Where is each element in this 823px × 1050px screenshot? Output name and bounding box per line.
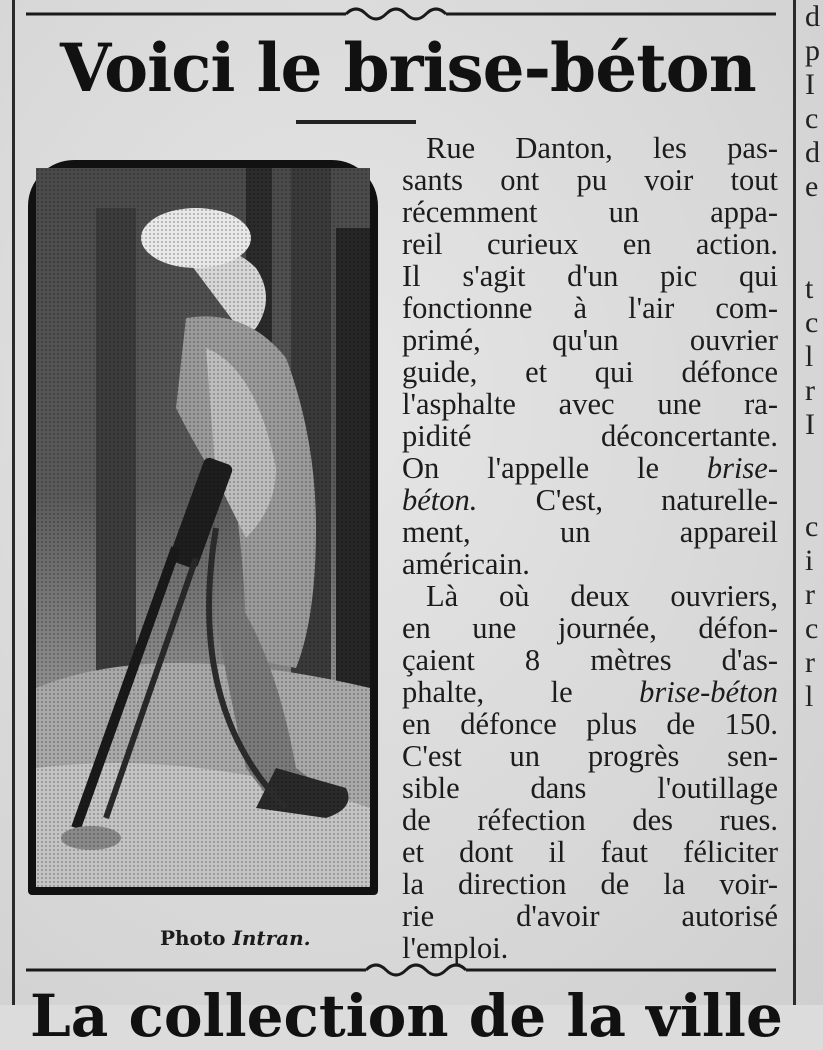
article-line: l'asphalte avec une ra- [402,387,778,421]
article-line: Là où deux ouvriers, [426,579,778,613]
article-line: et dont il faut féliciter [402,835,778,869]
article-line: Il s'agit d'un pic qui [402,259,778,293]
article-line: américain. [402,547,530,581]
article-line: ment, un appareil [402,515,778,549]
article-headline: Voici le brise-béton [60,29,756,107]
fragment-letter: I [805,408,815,441]
right-column-rule [793,0,796,1005]
article-line: rie d'avoir autorisé [402,899,778,933]
left-column-rule [12,0,15,1005]
fragment-letter: d [805,136,820,169]
article-line: récemment un appa- [402,195,778,229]
adjacent-column-fragments [805,0,823,1005]
article-line: sible dans l'outillage [402,771,778,805]
photo-caption [160,926,311,950]
next-headline-text: La collection de la ville [30,982,783,1050]
article-line: Rue Danton, les pas- [426,131,778,165]
article-line: pidité déconcertante. [402,419,778,453]
bottom-wavy-separator [26,958,776,982]
fragment-letter: c [805,612,819,645]
article-line: de réfection des rues. [402,803,778,837]
fragment-letter: r [805,374,815,407]
article-line: en une journée, défon- [402,611,778,645]
article-line: sants ont pu voir tout [402,163,778,197]
headline-rule [296,120,416,124]
article-body [402,132,778,964]
fragment-letter: l [805,340,814,373]
article-line: phalte, le brise-béton [402,675,778,709]
fragment-letter: c [805,102,819,135]
article-line: primé, qu'un ouvrier [402,323,778,357]
article-line: çaient 8 mètres d'as- [402,643,778,677]
fragment-letter: t [805,272,814,305]
fragment-letter [805,238,823,272]
fragment-letter: e [805,170,819,203]
fragment-letter: d [805,0,820,33]
next-headline-partial [30,982,790,1050]
fragment-letter: c [805,510,819,543]
caption-prefix: Photo [160,926,226,950]
fragment-letter: I [805,68,815,101]
news-photo [28,160,378,895]
article-line: On l'appelle le brise- [402,451,778,485]
fragment-letter: c [805,306,819,339]
fragment-letter [805,476,823,510]
fragment-letter: i [805,544,814,577]
fragment-letter: l [805,680,814,713]
article-line: l'emploi. [402,931,509,965]
fragment-letter: p [805,34,820,67]
fragment-letter: r [805,578,815,611]
fragment-letter: r [805,646,815,679]
fragment-letter [805,204,823,238]
article-line: en défonce plus de 150. [402,707,778,741]
fragment-letter [805,442,823,476]
article-line: reil curieux en action. [402,227,778,261]
caption-source: Intran. [232,926,311,950]
article-line: béton. C'est, naturelle- [402,483,778,517]
article-line: fonctionne à l'air com- [402,291,778,325]
article-line: guide, et qui défonce [402,355,778,389]
top-wavy-separator [26,0,776,24]
article-line: C'est un progrès sen- [402,739,778,773]
worker-with-jackhammer-image [36,168,370,887]
article-line: la direction de la voir- [402,867,778,901]
